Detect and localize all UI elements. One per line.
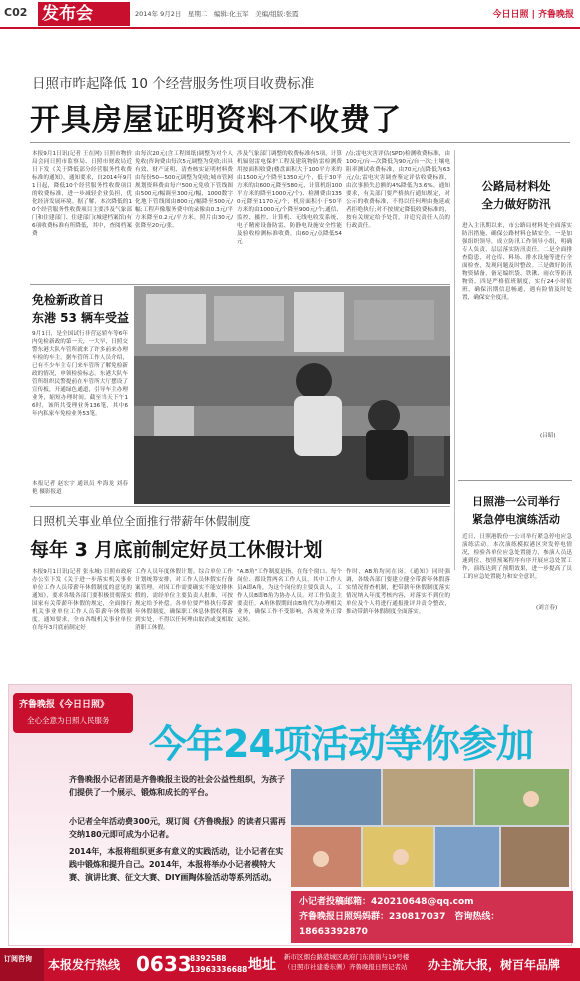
footer-hotline-label: 本报发行热线 <box>48 958 121 972</box>
footer-address-label: 地址 <box>248 957 276 973</box>
side2-body: 近日，日照港股份一公司举行紧急停电应急演练活动。本次演练模拟港区突发停电情况，检验各单位应急处置能力，参演人员迅速到位，按照预案程序有序开展应急处置工作，演练达到了预期效果，进一步提高了员工的应急处置能力和安全意识。 <box>462 534 572 580</box>
page-number: C02 <box>4 6 28 19</box>
section-title: 发布会 <box>38 2 130 26</box>
side2-headline-2: 紧急停电演练活动 <box>472 513 560 526</box>
car-byline: 本报记者 赵宏宇 通讯员 牟海龙 刘春艳 摄影报道 <box>32 481 128 495</box>
side2-headline-1: 日照港一公司举行 <box>472 495 560 508</box>
side2-credit: (刘言春) <box>536 605 558 611</box>
ad-para-3: 2014年，本报将组织更多有意义的实践活动，让小记者在实践中锻炼和提升自己。2014年，本报将举办小记者模特大赛、演讲比赛、征文大赛、DIY画陶体验活动等系列活动。 <box>69 847 284 882</box>
holiday-kicker: 日照机关事业单位全面推行带薪年休假制度 <box>32 514 251 528</box>
footer-hotline-numbers: 8392588 13963336688 <box>190 954 248 974</box>
main-headline: 开具房屋证明资料不收费了 <box>30 103 402 138</box>
ad-contact-phone: 齐鲁晚报日照妈妈群：230817037 咨询热线：18663392870 <box>299 912 500 937</box>
holiday-col-1: 本报9月1日讯(记者 张永城) 日照市政府办公室下发《关于进一步落实机关事业单位工作人员带薪年休假制度的意见的通知》，要求各级各部门要积极贯彻落实国家有关带薪年休假的规定，全面推行机关事业单位工作人员带薪年休假制度。通知要求，全市各级机关事业单位在每年3月底前制定好 <box>32 569 132 631</box>
holiday-col-4: 作时，AB角均同在岗。《通知》同时强调，各级各部门要建立健全带薪年休假落实情况督查机制，把带薪年休假制度落实情况纳入年度考核内容，对落实不到位的单位及个人将进行通报批评并责令整改，推动带薪年休假制度全面落实。 <box>346 569 450 615</box>
brand-logo: 今日日照 | 齐鲁晚报 <box>492 10 574 20</box>
issue-meta: 2014年 9月2日 星期二 编辑:化玉军 美编/组版:张霞 <box>135 10 299 18</box>
side1-credit: (吕昭) <box>540 433 556 439</box>
footer-address: 新市区烟台路港城区政府门东南街与19号楼（日照市社建委东侧）齐鲁晚报日照记者站 <box>284 953 410 971</box>
main-kicker: 日照市昨起降低 10 个经营服务性项目收费标准 <box>32 76 315 92</box>
ad-para-1: 齐鲁晚报小记者团是齐鲁晚报主设的社会公益性组织，为孩子们提供了一个展示、锻炼和成长的平台。 <box>69 775 285 797</box>
divider <box>30 506 450 507</box>
car-headline-1: 免检新政首日 <box>32 293 105 307</box>
footer-subscribe-label: 订阅咨询 <box>0 948 44 981</box>
ad-slogan: 今年24项活动等你参加 <box>149 722 533 766</box>
ad-logo-title: 齐鲁晚报《今日日照》 <box>19 700 110 710</box>
header-rule <box>0 27 580 29</box>
holiday-col-2: 工作人员年度休假计划。综合单位工作计划统筹安排，对工作人员休假实行备案管理。对因工作需要确实不能安排休假的，需经单位主要负责人批准，可按规定给予补偿。各单位要严格执行带薪年休假制度，确保职工休息休假权利落到实处，不得以任何理由取消或变相取消职工休假。 <box>135 569 233 631</box>
ad-photo-collage <box>291 769 569 887</box>
side1-body: 进入主汛期以来，市公路局材料处全面落实防汛措施，确保公路材料仓储安全。一是加强组织领导，成立防汛工作领导小组，明确专人负责，层层落实防汛责任。二是全面排查隐患，对仓库、料场、排水设施等进行全面检查，发现问题及时整改。三是做好防汛物资储备，备足编织袋、铁锹、雨衣等防汛物资。四是严格值班制度，实行24小时值班，确保汛期信息畅通，遇有险情及时处置，确保安全度汛。 <box>462 223 572 301</box>
ad-contact-email: 小记者投稿邮箱：420210648@qq.com <box>299 897 474 907</box>
car-headline-2: 东港 53 辆车受益 <box>32 311 130 325</box>
ad-contact-box <box>291 891 573 943</box>
divider <box>30 142 570 143</box>
main-col-3: 涉及气象部门调整的收费标准有5项，计算机辐射雷电保护工程及建筑物防雷检测费用按面积收费(楼盘面积大于100平方米的由1500元/个降至1350元/个，低于30平方米的由600元降至580元、计算机组100平方米的降至1000元/个)、检测费由1350元降至1170元/个，机房面积小于50平方米的由1000元/个降至900元/个;通信、监控、摄控、计算机、无线电收发系统、电子精密设备防雷、防静电设施安全性能及验收检测标准收费，由60元/点降低54元 <box>237 151 342 245</box>
divider <box>458 480 572 481</box>
main-col-1: 本报9月1日讯(记者 王在网) 日照市物价局会同日照市监察局、日照市财政局近日下发《关于降低部分经营服务性收费标准的通知》，通知要求，自2014年9月1日起，降低10个经营服务性收费项目的收费标准，进一步减轻企业负担，优化经济发展环境。据了解，本次降低的10个经营服务性收费项目主要涉及气象部门和住建部门、住建部门(城建档案馆)有6项收费标准有所降低，其中，查阅档案费 <box>32 151 132 237</box>
page-header <box>0 0 580 30</box>
ad-logo <box>13 693 133 733</box>
car-body: 9月1日，是全国试行非营运轿车等6年内免检新政的第一天，一大早，日照交警东港大队车管所就来了许多前来办理车检的车主。据车管所工作人员介绍，已有不少车主专门来车管所了解免检新政的情况，申领检验标志。东港大队车管所组织民警提前在车管所大厅摆设了宣传板，开通绿色通道，引导车主办理业务，缩短办理时间。截至当天下午16时，该所共受理业务136笔，其中6年内私家车免检业务53笔。 <box>32 331 128 417</box>
main-col-2: 由每次20元(含工程图纸)调整为对个人免收(咨询费由每次5元调整为免收;出具有效、财产证明、清查核实证明材料费由每份50—500元调整为免收;城市管网规划资料费由每户500元免收下管线图由500元/幅调至300元/幅、1000数字化地下管线图由800元/幅降至500元/幅;工程声像服务费中的录像由0.3元/平方米降至0.2元/平方米，照片由30元/张降至20元/张。 <box>135 151 233 229</box>
holiday-col-3: "A.B角"工作制度是指，在每个窗口、每个岗位、都设置两名工作人员，其中工作人员A即A角，为这个岗位的主要负责人，工作人员B即B角为协办人员。对工作负责主要责任。A角休假期间由B角代为办理相关业务，确保工作不受影响，各项业务正常运转。 <box>237 569 342 623</box>
footer-bar <box>0 948 580 981</box>
side1-headline-1: 公路局材料处 <box>481 179 551 193</box>
divider <box>30 284 450 285</box>
promo-ad <box>8 684 572 946</box>
footer-hotline-code: 0633 <box>136 952 192 976</box>
footer-slogan: 办主流大报，树百年品牌 <box>428 958 561 972</box>
vehicle-office-photo <box>134 286 450 504</box>
side1-headline-2: 全力做好防汛 <box>481 197 551 211</box>
ad-logo-slogan: 全心全意为日照人民服务 <box>27 716 110 725</box>
holiday-headline: 每年 3 月底前制定好员工休假计划 <box>30 539 323 561</box>
main-col-4: /点;雷电灾害评估(SPD)检测收费标准，由100元/台—次降低为90元/台一次;土壤电阻率测试收费标准，由70元/点降低为63元/点;雷电灾害调查鉴定评估收费标准，由次事损失总额的4%降低为3.6%。通知要求，有关部门要严格执行通知规定，对公示的收费标准，不得以任何理由拖延或者拒绝执行;对不按规定降低收费标准的，按有关规定给予处罚，并追究责任人员的行政责任。 <box>346 151 450 229</box>
ad-para-2: 小记者全年活动费300元，现订阅《齐鲁晚报》的读者只需再交纳180元即可成为小记者。 <box>69 817 286 839</box>
column-rule <box>454 150 455 570</box>
